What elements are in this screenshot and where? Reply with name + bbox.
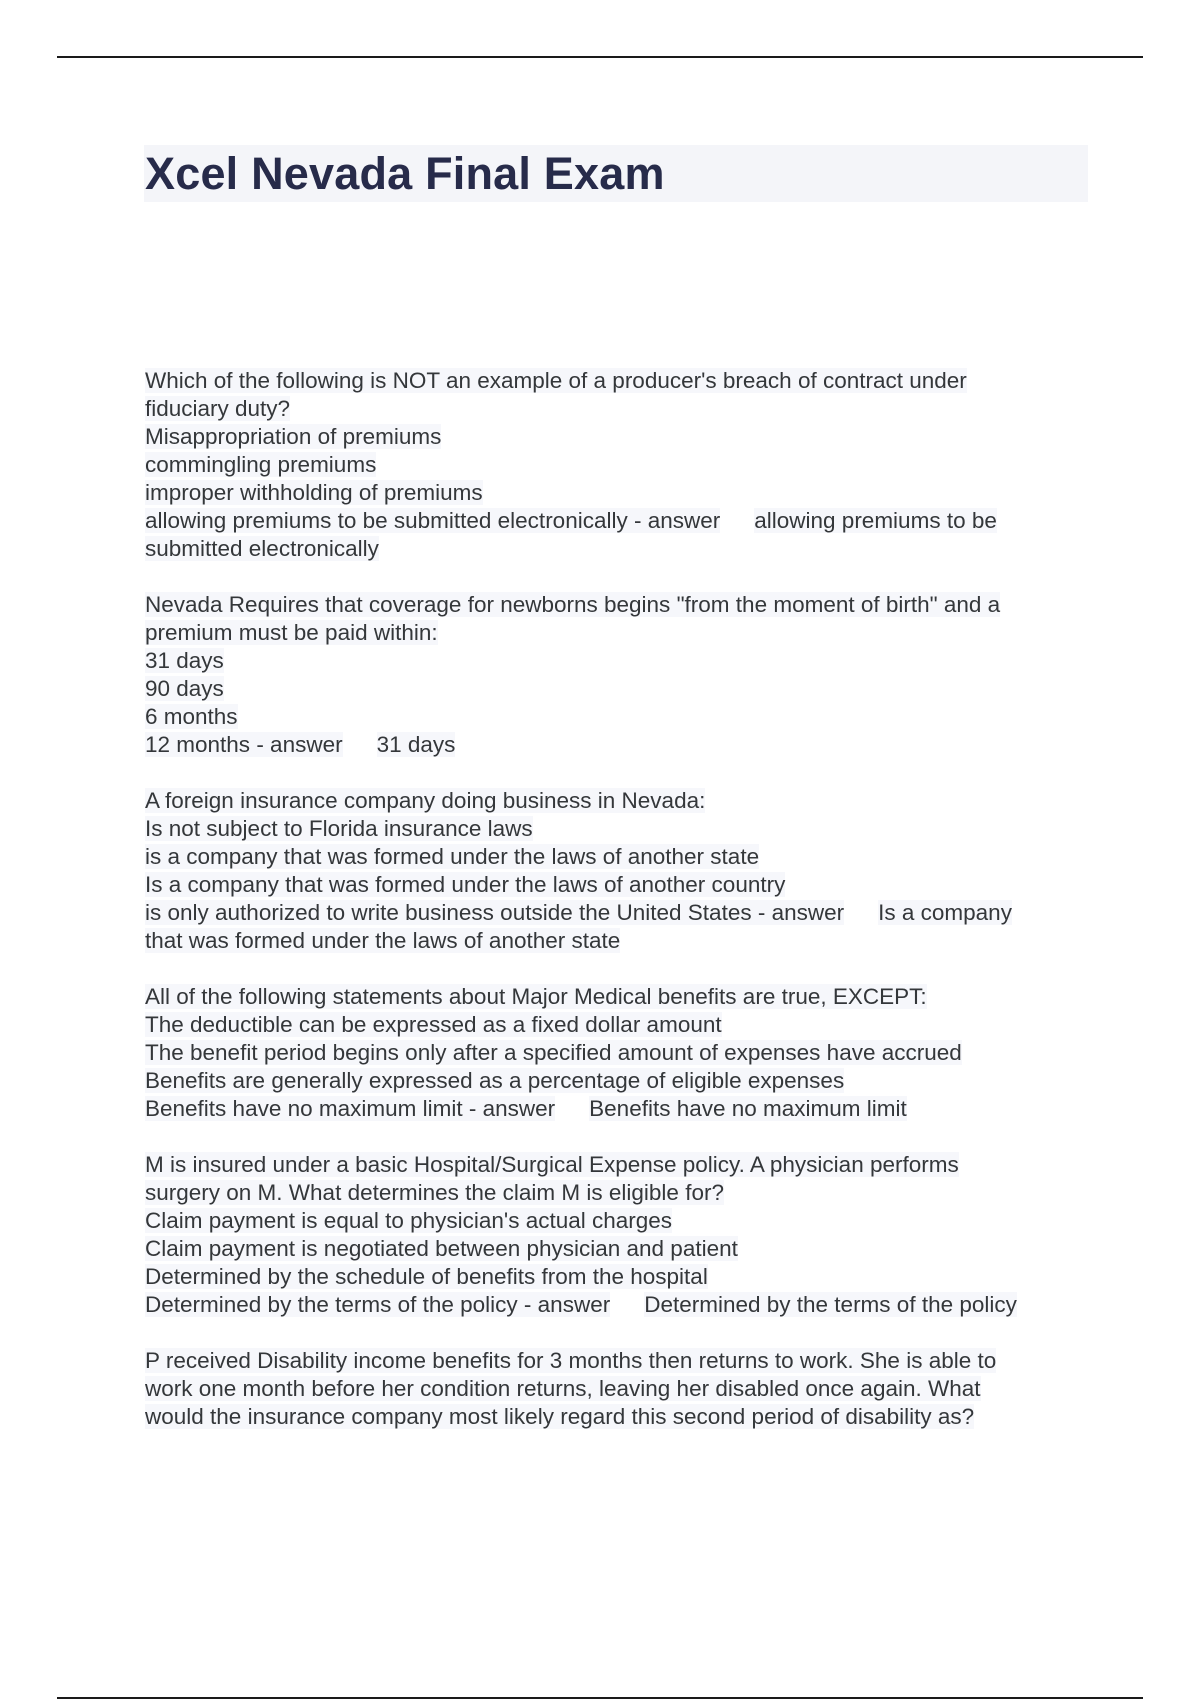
question-block (145, 983, 1095, 1123)
option-line: Determined by the schedule of benefits from the hospital (145, 1264, 708, 1289)
option-line: Benefits are generally expressed as a percentage of eligible expenses (145, 1068, 845, 1093)
answer-text: Benefits have no maximum limit (589, 1096, 907, 1121)
answer-line: allowing premiums to be submitted electronically - answer allowing premiums to be (145, 508, 997, 533)
question-line: All of the following statements about Major Medical benefits are true, EXCEPT: (145, 984, 927, 1009)
question-block (145, 1347, 1095, 1431)
question-block (145, 787, 1095, 955)
option-line: Is a company that was formed under the laws of another country (145, 872, 786, 897)
question-line: A foreign insurance company doing business in Nevada: (145, 788, 706, 813)
option-line: Claim payment is equal to physician's actual charges (145, 1208, 673, 1233)
answer-line: 12 months - answer 31 days (145, 732, 456, 757)
question-line: M is insured under a basic Hospital/Surgical Expense policy. A physician performs (145, 1152, 959, 1177)
question-line: work one month before her condition returns, leaving her disabled once again. What (145, 1376, 981, 1401)
question-line: fiduciary duty? (145, 396, 291, 421)
option-line: 90 days (145, 676, 224, 701)
answer-text: Is a company (878, 900, 1012, 925)
option-line: is a company that was formed under the laws of another state (145, 844, 760, 869)
question-line: P received Disability income benefits for 3 months then returns to work. She is able to (145, 1348, 997, 1373)
question-line: Nevada Requires that coverage for newborns begins "from the moment of birth" and a (145, 592, 1001, 617)
option-line: Claim payment is negotiated between physician and patient (145, 1236, 738, 1261)
option-line: The benefit period begins only after a specified amount of expenses have accrued (145, 1040, 962, 1065)
answer-text: Determined by the terms of the policy (644, 1292, 1017, 1317)
option-line: commingling premiums (145, 452, 377, 477)
question-block (145, 591, 1095, 759)
top-rule (57, 56, 1143, 58)
answer-text: 31 days (376, 732, 456, 757)
answer-text: allowing premiums to be (754, 508, 997, 533)
answer-line: is only authorized to write business outside the United States - answer Is a company (145, 900, 1012, 925)
exam-content (145, 367, 1095, 1459)
answer-continuation: that was formed under the laws of another state (145, 928, 621, 953)
question-line: premium must be paid within: (145, 620, 438, 645)
option-line: 31 days (145, 648, 224, 673)
option-line: Is not subject to Florida insurance laws (145, 816, 533, 841)
question-block (145, 1151, 1095, 1319)
question-line: would the insurance company most likely regard this second period of disability as? (145, 1404, 975, 1429)
option-line: improper withholding of premiums (145, 480, 483, 505)
option-line: The deductible can be expressed as a fixed dollar amount (145, 1012, 722, 1037)
answer-line: Benefits have no maximum limit - answer Benefits have no maximum limit (145, 1096, 907, 1121)
question-line: Which of the following is NOT an example of a producer's breach of contract under (145, 368, 967, 393)
option-line: 6 months (145, 704, 238, 729)
question-block (145, 367, 1095, 563)
answer-continuation: submitted electronically (145, 536, 379, 561)
option-line: Misappropriation of premiums (145, 424, 442, 449)
answer-line: Determined by the terms of the policy - answer Determined by the terms of the policy (145, 1292, 1017, 1317)
question-line: surgery on M. What determines the claim M is eligible for? (145, 1180, 724, 1205)
bottom-rule (57, 1697, 1143, 1699)
page-title: Xcel Nevada Final Exam (145, 148, 665, 199)
